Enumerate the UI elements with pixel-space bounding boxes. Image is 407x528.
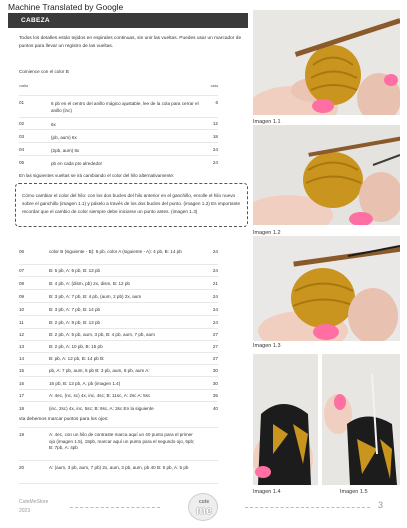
footer-dotted-line bbox=[70, 507, 160, 508]
divider bbox=[19, 483, 218, 484]
logo-bottom-text: me bbox=[196, 505, 212, 517]
color-change-callout: Cómo cambiar el color del hilo: con los dos bucles del hilo anterior en el ganchillo, enrolle el hilo nuevo sobre el ganchillo (imagen 1.1) y páselo a través de los dos bucles del punto. (imagen 1.2) Es importante recordar que el cambio de color siempre debe iniciarse un punto antes. (imagen 1.3) bbox=[15, 183, 248, 227]
intro-text: Todos los detalles están tejidos en espirales continuas, sin unir las vueltas. Puedes usar un marcador de puntos para llevar un registro de las vueltas. bbox=[19, 36, 242, 49]
photo-1-5 bbox=[322, 354, 400, 485]
stitch-count: 6 bbox=[215, 100, 218, 105]
round-number: 18 bbox=[19, 406, 25, 411]
divider bbox=[19, 352, 218, 353]
photo-1-2 bbox=[253, 125, 400, 225]
round-number: 05 bbox=[19, 160, 25, 165]
divider bbox=[19, 376, 218, 377]
section-title: CABEZA bbox=[8, 13, 248, 28]
round-number: 16 bbox=[19, 381, 25, 386]
eyes-note: vta debemos marcar puntos para los ojos: bbox=[19, 417, 109, 422]
round-instructions: B: pb, A: 12 pb, B: 14 pb B: bbox=[49, 356, 105, 361]
round-number: 11 bbox=[19, 320, 24, 325]
round-number: 09 bbox=[19, 294, 25, 299]
stitch-count: 18 bbox=[212, 134, 218, 139]
round-instructions: (inc, 2sc) 4x, inc, 5sc; B: 9sc, A: 3sc En la siguiente bbox=[49, 406, 154, 411]
translation-banner: Machine Translated by Google bbox=[8, 2, 124, 12]
stitch-count: 24 bbox=[212, 160, 218, 165]
round-number: 08 bbox=[19, 281, 25, 286]
round-instructions: pb en cada pto alrededor bbox=[51, 161, 103, 166]
caption-1-2: Imagen 1.2 bbox=[253, 230, 281, 236]
round-instructions: pb, A: 7 pb, aum, 5 pb B: 3 pb, aum, 8 pb, aum A: bbox=[49, 368, 150, 373]
round-instructions: 6x bbox=[51, 122, 56, 127]
stitch-count: 24 bbox=[212, 147, 218, 152]
round-instructions: B: 5 pb, A: 6 pb, B: 13 pb bbox=[49, 268, 101, 273]
divider bbox=[19, 264, 218, 265]
divider bbox=[19, 401, 218, 402]
stitch-count: 35 bbox=[212, 393, 218, 398]
caption-1-3: Imagen 1.3 bbox=[253, 343, 281, 349]
footer-year: 2023 bbox=[19, 508, 31, 514]
divider bbox=[19, 340, 218, 341]
round-column-header: vuelta bbox=[19, 84, 29, 88]
stitch-count: 27 bbox=[212, 356, 218, 361]
stitch-count: 30 bbox=[212, 381, 218, 386]
divider bbox=[19, 155, 218, 156]
round-number: 10 bbox=[19, 307, 25, 312]
cuteme-logo bbox=[188, 493, 218, 521]
divider bbox=[19, 276, 218, 277]
logo-top-text: cute bbox=[198, 499, 210, 505]
brand-name: CuteMeStore bbox=[19, 499, 49, 505]
round-number: 12 bbox=[19, 332, 25, 337]
photo-1-3 bbox=[253, 236, 400, 341]
round-instructions: B: 3 pb, A: 7 pb, B: 14 pb bbox=[49, 307, 101, 312]
round-instructions: A: 4ec, con un hilo de contraste marca aquí un 40 punto para el primer ojo (imagen 1.5), 19pb, marcar aquí un punto para el segundo ojo, 6pb; B: 7pb, A: 4pb bbox=[49, 432, 195, 450]
round-instructions: B: 2 pb, A: 10 pb, B: 15 pb bbox=[49, 344, 103, 349]
photo-1-4 bbox=[253, 354, 318, 485]
round-number: 07 bbox=[19, 268, 25, 273]
round-number: 06 bbox=[19, 249, 25, 254]
stitch-count: 27 bbox=[212, 344, 218, 349]
round-number: 03 bbox=[19, 134, 25, 139]
divider bbox=[19, 289, 218, 290]
round-instructions: 6 pb en el centro del anillo mágico ajustable, lee de la cola para cerrar el anillo (inc) bbox=[51, 101, 199, 113]
stitch-count: 24 bbox=[212, 249, 218, 254]
footer-dotted-line bbox=[245, 507, 370, 508]
divider bbox=[19, 95, 218, 96]
stitch-count: 21 bbox=[212, 281, 218, 286]
divider bbox=[19, 302, 218, 303]
round-number: 02 bbox=[19, 121, 25, 126]
count-column-header: cada bbox=[210, 84, 218, 88]
stitch-count: 30 bbox=[212, 368, 218, 373]
round-number: 04 bbox=[19, 147, 25, 152]
photo-1-1 bbox=[253, 10, 400, 115]
round-number: 19 bbox=[19, 432, 25, 437]
round-number: 17 bbox=[19, 393, 25, 398]
stitch-count: 24 bbox=[212, 320, 218, 325]
divider bbox=[19, 129, 218, 130]
caption-1-1: Imagen 1.1 bbox=[253, 119, 281, 125]
round-number: 14 bbox=[19, 356, 25, 361]
round-number: 13 bbox=[19, 344, 25, 349]
stitch-count: 24 bbox=[212, 307, 218, 312]
stitch-count: 27 bbox=[212, 332, 218, 337]
divider bbox=[19, 389, 218, 390]
divider bbox=[19, 142, 218, 143]
round-number: 01 bbox=[19, 100, 25, 105]
divider bbox=[19, 117, 218, 118]
start-color-note: Comience con el color B bbox=[19, 69, 69, 74]
divider bbox=[19, 427, 218, 428]
round-instructions: B: 3 pb, A: 7 pb, B: 4 pb, (aum, 2 pb) 2x, aum bbox=[49, 294, 142, 299]
round-instructions: A: 4ec, (nc, sc) 4x, inc, 4sc; B: 11sc, A: 2sc A: 5sc bbox=[49, 393, 151, 398]
round-instructions: (pb, aum) 6x bbox=[51, 135, 77, 140]
stitch-count: 12 bbox=[212, 121, 218, 126]
round-number: 20 bbox=[19, 465, 25, 470]
round-instructions: B: 4 pb, A: (dism, pb) 2x, dism, B: 12 pb bbox=[49, 281, 130, 286]
round-instructions: (2pb, aum) 6x bbox=[51, 148, 80, 153]
divider bbox=[19, 460, 218, 461]
page-number: 3 bbox=[378, 500, 384, 510]
divider bbox=[19, 364, 218, 365]
round-instructions: B: 2 pb, A: 9 pb, B: 13 pb bbox=[49, 320, 101, 325]
stitch-count: 24 bbox=[212, 294, 218, 299]
color-change-note: En las siguientes vueltas se irá cambiando el color del hilo alternativamente: bbox=[19, 173, 175, 178]
round-instructions: 16 pb, B: 13 pb, A: pb (imagen 1.4) bbox=[49, 381, 121, 386]
round-instructions: B: 2 pb, A: 5 pb, aum, 3 pb, B: 4 pb, aum, 7 pb, aum bbox=[49, 332, 155, 337]
stitch-count: 40 bbox=[212, 406, 218, 411]
divider bbox=[19, 315, 218, 316]
round-number: 15 bbox=[19, 368, 25, 373]
caption-1-5: Imagen 1.5 bbox=[340, 489, 368, 495]
round-instructions: A: (aum, 3 pb, aum, 7 pb) 2x, aum, 3 pb, aum, pb 40 B: 5 pb, A: 5 pb bbox=[49, 465, 189, 470]
stitch-count: 24 bbox=[212, 268, 218, 273]
round-instructions: color B (siguiente - B): 6 pb, color A (siguiente - A): 4 pb, B: 14 pb bbox=[49, 249, 182, 254]
divider bbox=[19, 328, 218, 329]
caption-1-4: Imagen 1.4 bbox=[253, 489, 281, 495]
